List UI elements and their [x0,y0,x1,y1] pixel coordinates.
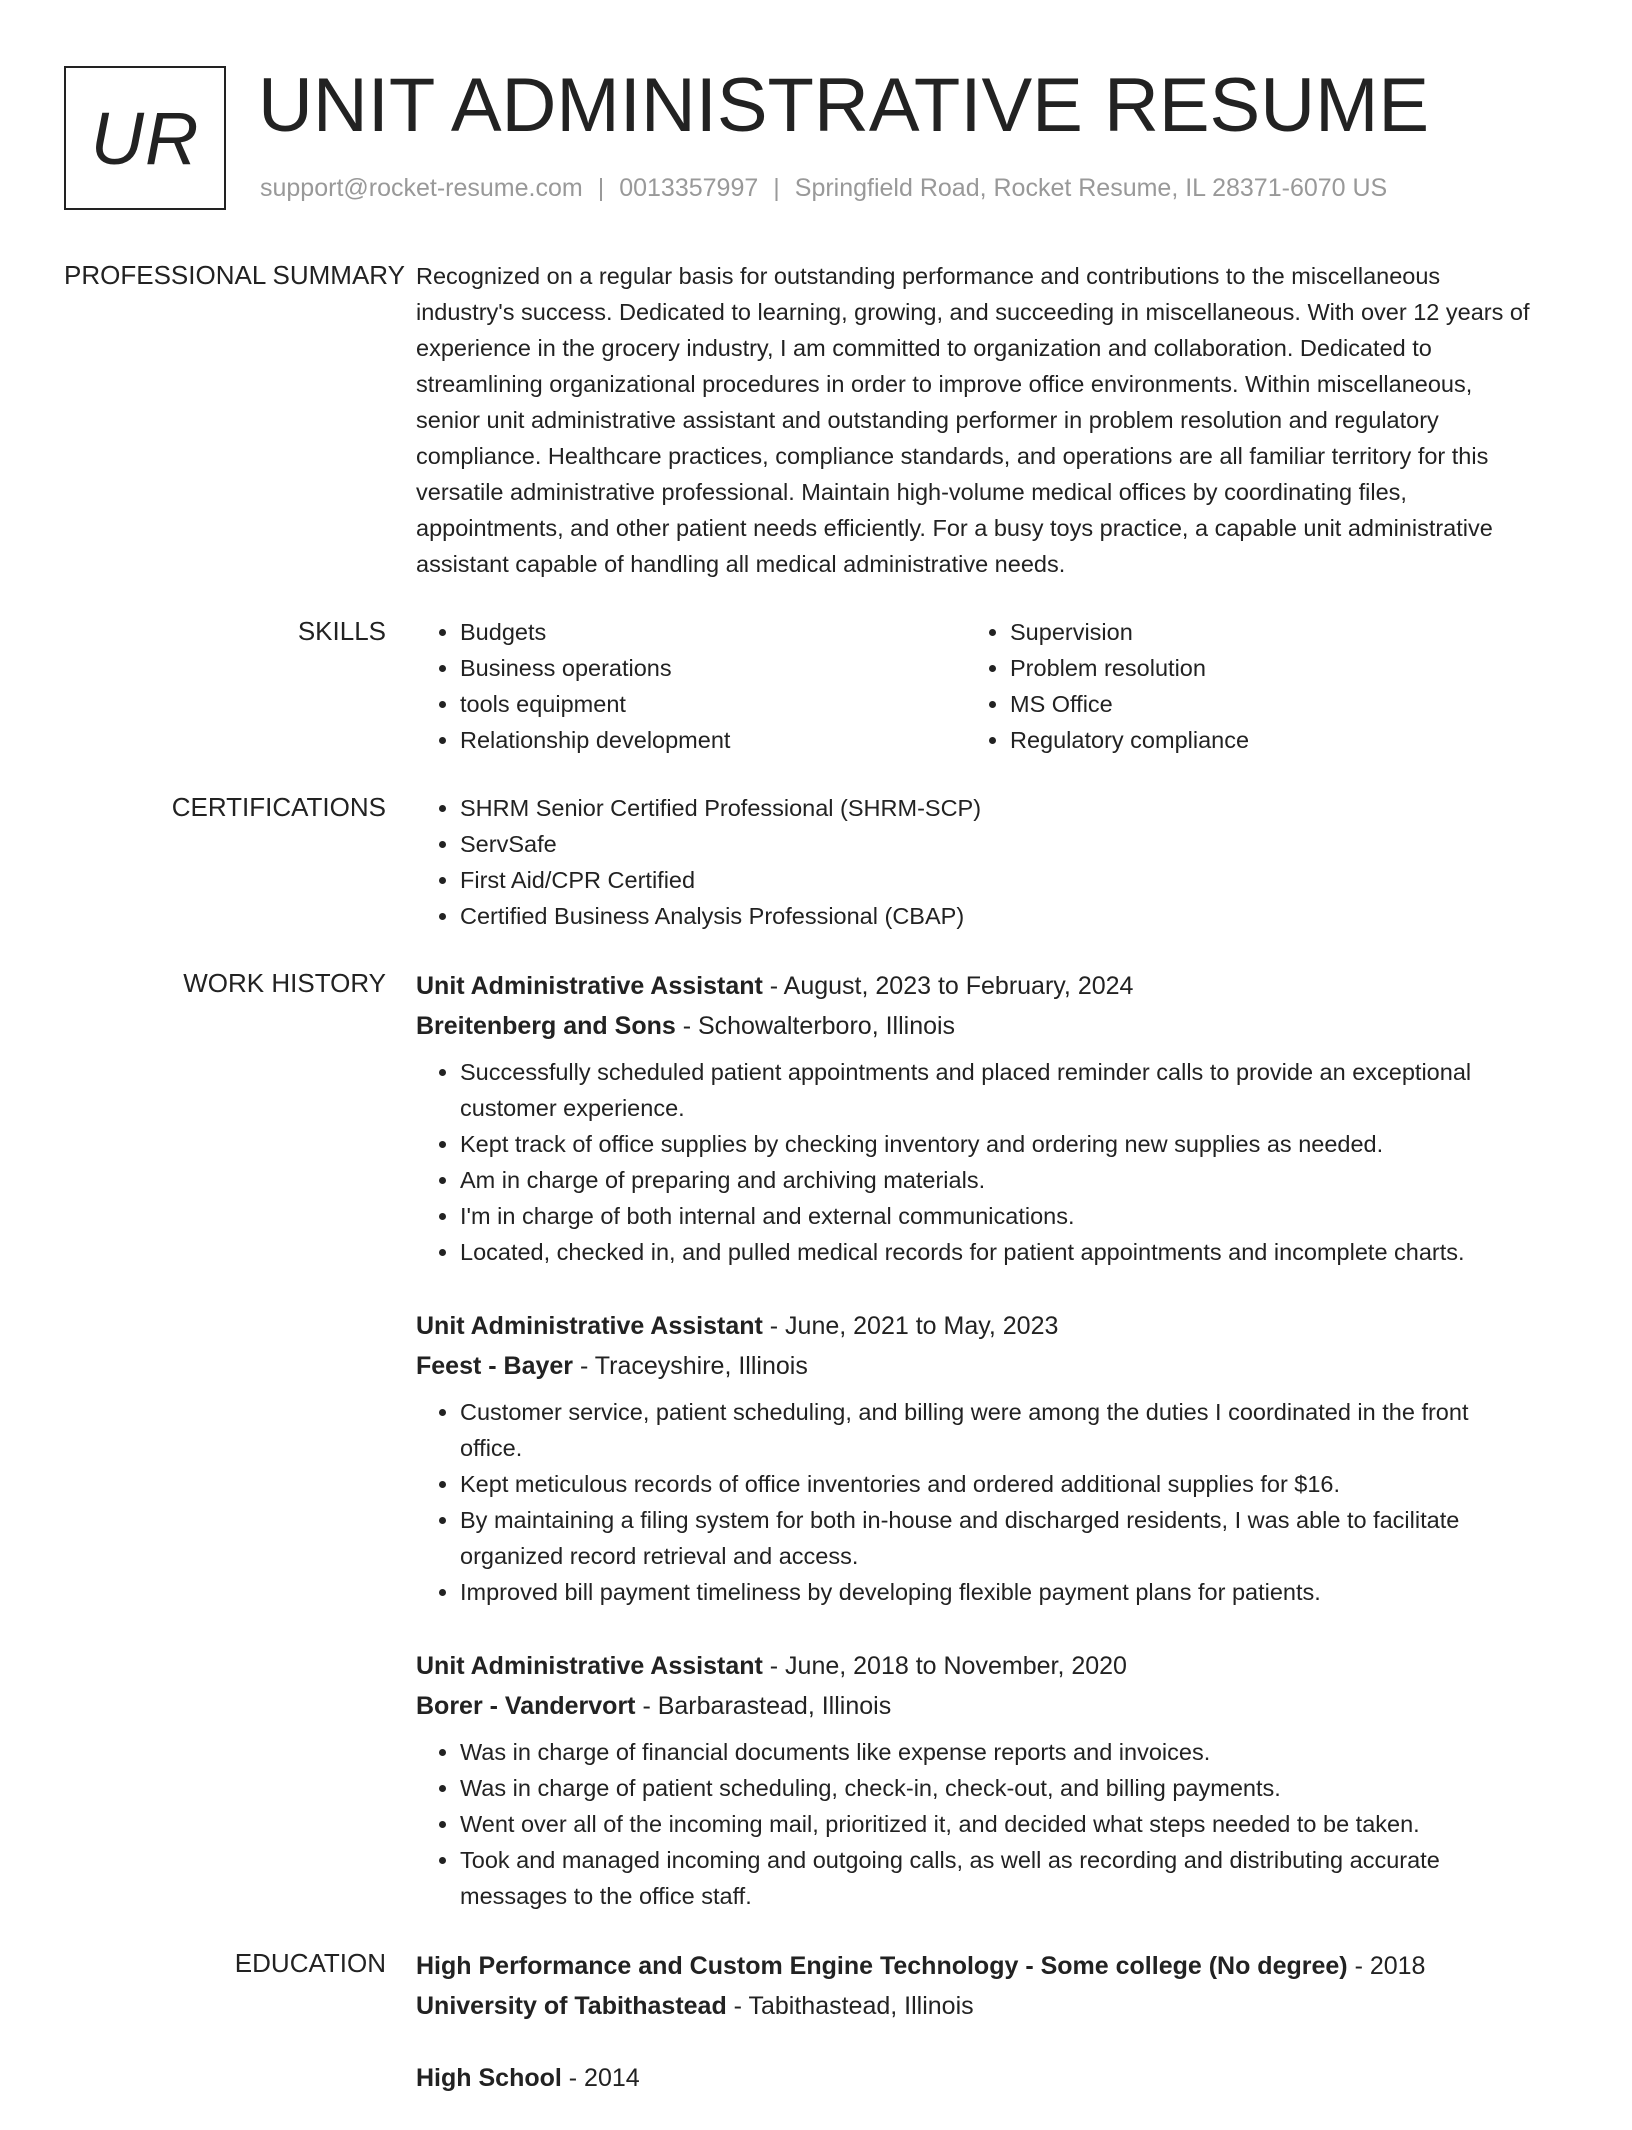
job-title-line [416,1646,1536,1686]
certification-item: • ServSafe [460,826,1536,862]
job-bullets [416,1394,1536,1610]
section-label-education: EDUCATION [234,1948,386,1978]
work-history-section [64,966,1584,1914]
education-degree-line [416,1946,1536,1986]
job-title-line [416,1306,1536,1346]
skills-list-right [966,614,1516,758]
job-title-line [416,966,1536,1006]
job-bullet: • Kept track of office supplies by checking inventory and ordering new supplies as needed. [460,1126,1536,1162]
skills-section [64,614,1584,758]
certifications-content [416,790,1536,934]
education-entry [416,1946,1536,2026]
job-dates: - August, 2023 to February, 2024 [762,972,1134,1000]
certification-item: • Certified Business Analysis Professional (CBAP) [460,898,1536,934]
education-entry [416,2058,1536,2098]
job-location: - Barbarastead, Illinois [635,1692,892,1720]
education-content [416,1946,1536,2098]
job-bullet: • Kept meticulous records of office inventories and ordered additional supplies for $16. [460,1466,1536,1502]
certification-item: • SHRM Senior Certified Professional (SHRM-SCP) [460,790,1536,826]
job-location: - Schowalterboro, Illinois [675,1012,956,1040]
section-label-summary: PROFESSIONAL SUMMARY [64,260,405,290]
job-company: Breitenberg and Sons [416,1012,676,1040]
education-degree-line [416,2058,1536,2098]
skill-item: • Regulatory compliance [1010,722,1516,758]
contact-email: support@rocket-resume.com [260,174,583,202]
job-entry [416,1306,1536,1610]
job-title: Unit Administrative Assistant [416,972,763,1000]
contact-separator: | [597,174,605,202]
job-company-line [416,1006,1536,1046]
summary-section [64,258,1584,582]
skill-item: • Business operations [460,650,966,686]
skill-item: • Problem resolution [1010,650,1516,686]
resume-header [64,64,1584,214]
section-label-skills: SKILLS [297,616,386,646]
resume-body [64,258,1584,2130]
job-company: Feest - Bayer [416,1352,574,1380]
job-bullet: • Located, checked in, and pulled medical records for patient appointments and incomplete charts. [460,1234,1536,1270]
job-company-line [416,1686,1536,1726]
job-bullet: • Went over all of the incoming mail, prioritized it, and decided what steps needed to be taken. [460,1806,1536,1842]
job-dates: - June, 2018 to November, 2020 [762,1652,1127,1680]
summary-content [416,258,1536,582]
job-bullet: • Was in charge of patient scheduling, check-in, check-out, and billing payments. [460,1770,1536,1806]
certifications-section [64,790,1584,934]
job-bullet: • By maintaining a filing system for both in-house and discharged residents, I was able to facilitate organized record retrieval and access. [460,1502,1536,1574]
job-bullet: • Successfully scheduled patient appointments and placed reminder calls to provide an exceptional customer experience. [460,1054,1536,1126]
education-location: - Tabithastead, Illinois [726,1992,974,2020]
job-bullet: • Improved bill payment timeliness by developing flexible payment plans for patients. [460,1574,1536,1610]
resume-title: UNIT ADMINISTRATIVE RESUME [258,63,1430,148]
contact-address: Springfield Road, Rocket Resume, IL 28371-6070 US [794,174,1388,202]
job-bullet: • Am in charge of preparing and archiving materials. [460,1162,1536,1198]
job-title: Unit Administrative Assistant [416,1312,763,1340]
section-label-certifications: CERTIFICATIONS [171,792,386,822]
job-bullets [416,1054,1536,1270]
education-degree: High Performance and Custom Engine Technology - Some college (No degree) [416,1952,1348,1980]
job-company-line [416,1346,1536,1386]
job-entry [416,1646,1536,1914]
education-year: - 2014 [561,2064,640,2092]
job-entry [416,966,1536,1270]
contact-line [260,174,1387,203]
section-label-work-history: WORK HISTORY [183,968,386,998]
job-bullets [416,1734,1536,1914]
contact-phone: 0013357997 [619,174,759,202]
job-bullet: • I'm in charge of both internal and external communications. [460,1198,1536,1234]
skill-item: • tools equipment [460,686,966,722]
job-bullet: • Took and managed incoming and outgoing calls, as well as recording and distributing accurate messages to the office staff. [460,1842,1536,1914]
job-bullet: • Customer service, patient scheduling, and billing were among the duties I coordinated in the front office. [460,1394,1536,1466]
education-section [64,1946,1584,2098]
job-dates: - June, 2021 to May, 2023 [762,1312,1059,1340]
skill-item: • Supervision [1010,614,1516,650]
job-location: - Traceyshire, Illinois [573,1352,808,1380]
skill-item: • Budgets [460,614,966,650]
education-year: - 2018 [1347,1952,1426,1980]
skill-item: • MS Office [1010,686,1516,722]
contact-separator: | [773,174,780,202]
education-degree: High School [416,2064,562,2092]
certifications-list [416,790,1536,934]
job-company: Borer - Vandervort [416,1692,636,1720]
skills-list-left [416,614,966,758]
job-bullet: • Was in charge of financial documents like expense reports and invoices. [460,1734,1536,1770]
skill-item: • Relationship development [460,722,966,758]
skills-content [416,614,1536,758]
education-school: University of Tabithastead [416,1992,727,2020]
job-title: Unit Administrative Assistant [416,1652,763,1680]
education-school-line [416,1986,1536,2026]
work-history-content [416,966,1536,1914]
summary-text: Recognized on a regular basis for outstanding performance and contributions to the miscellaneous industry's success. Dedicated to learning, growing, and succeeding in miscellaneous. With over 12 years of experience in the grocery industry, I am committed to organization and collaboration. Dedicated to streamlining organizational procedures in order to improve office environments. Within miscellaneous, senior unit administrative assistant and outstanding performer in problem resolution and regulatory compliance. Healthcare practices, compliance standards, and operations are all familiar territory for this versatile administrative professional. Maintain high-volume medical offices by coordinating files, appointments, and other patient needs efficiently. For a busy toys practice, a capable unit administrative assistant capable of handling all medical administrative needs. [416,263,1530,577]
certification-item: • First Aid/CPR Certified [460,862,1536,898]
monogram-badge: UR [64,66,226,210]
